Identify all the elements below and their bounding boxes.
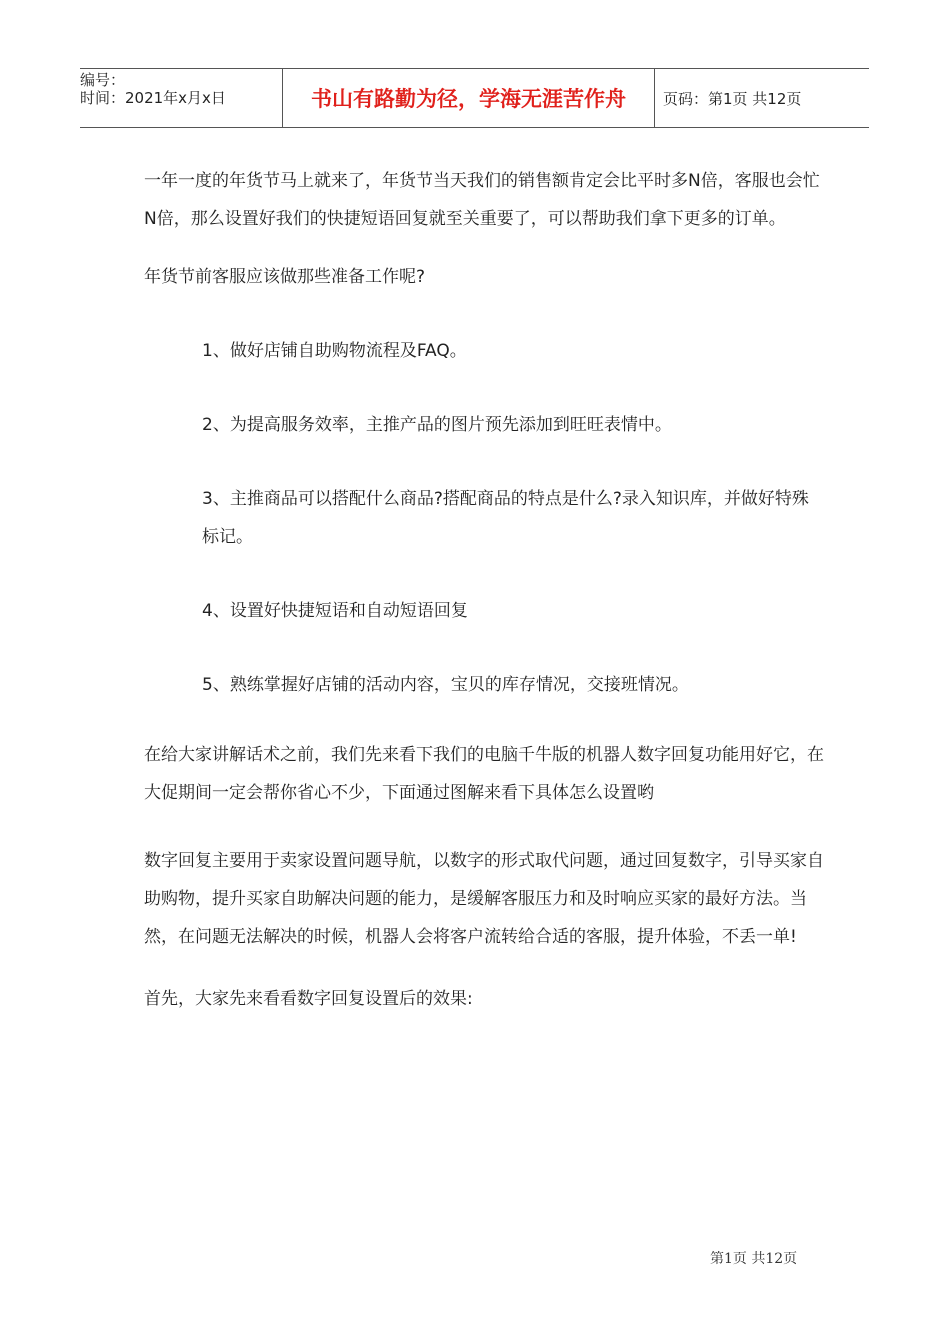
page-footer: 第1页 共12页 <box>710 1251 798 1267</box>
header-motto: 书山有路勤为径，学海无涯苦作舟 <box>282 69 655 127</box>
serial-label: 编号： <box>80 71 126 89</box>
paragraph-intro: 一年一度的年货节马上就来了，年货节当天我们的销售额肯定会比平时多N倍，客服也会忙N倍，那么设置好我们的快捷短语回复就至关重要了，可以帮助我们拿下更多的订单。 <box>144 171 820 229</box>
paragraph-robot-intro: 在给大家讲解话术之前，我们先来看下我们的电脑千牛版的机器人数字回复功能用好它，在大促期间一定会帮你省心不少，下面通过图解来看下具体怎么设置哟 <box>144 745 824 803</box>
document-body <box>144 162 824 1018</box>
paragraph-number-reply: 数字回复主要用于卖家设置问题导航，以数字的形式取代问题，通过回复数字，引导买家自助购物，提升买家自助解决问题的能力，是缓解客服压力和及时响应买家的最好方法。当然，在问题无法解决的时候，机器人会将客户流转给合适的客服，提升体验，不丢一单! <box>144 851 824 947</box>
paragraph-question: 年货节前客服应该做那些准备工作呢? <box>144 267 426 287</box>
list-item-2: 2、为提高服务效率，主推产品的图片预先添加到旺旺表情中。 <box>202 415 672 435</box>
list-item-4: 4、设置好快捷短语和自动短语回复 <box>202 601 468 621</box>
list-item-5: 5、熟练掌握好店铺的活动内容，宝贝的库存情况，交接班情况。 <box>202 675 689 695</box>
header-meta <box>80 69 282 127</box>
list-item-3: 3、主推商品可以搭配什么商品?搭配商品的特点是什么?录入知识库，并做好特殊标记。 <box>202 489 809 547</box>
page-header <box>80 68 869 128</box>
time-label: 时间：2021年x月x日 <box>80 89 226 107</box>
header-page-info: 页码：第1页 共12页 <box>663 89 802 108</box>
list-item-1: 1、做好店铺自助购物流程及FAQ。 <box>202 341 467 361</box>
paragraph-first: 首先，大家先来看看数字回复设置后的效果: <box>144 989 473 1009</box>
